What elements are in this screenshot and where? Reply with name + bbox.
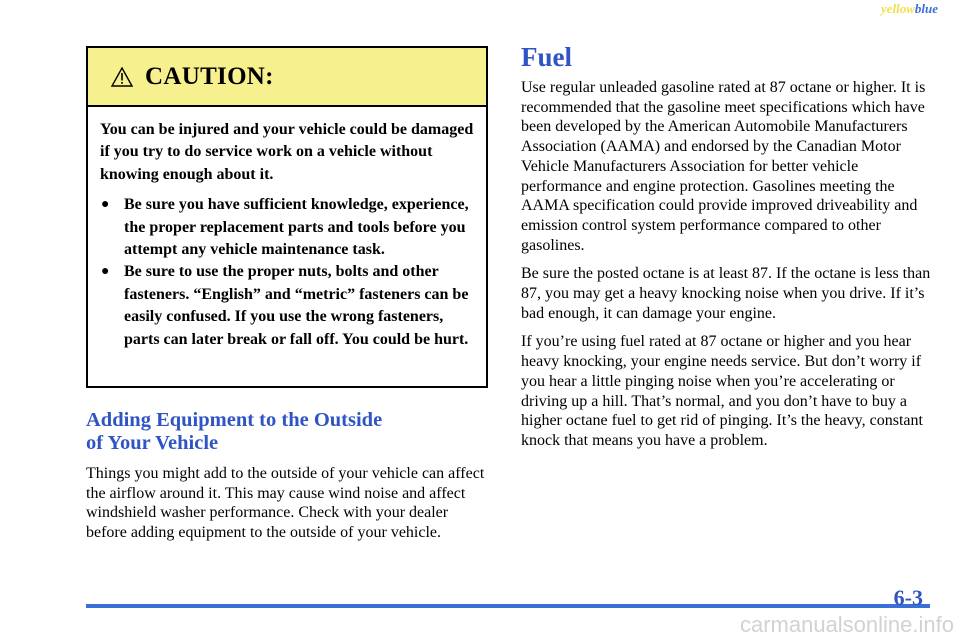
page-number: 6-3 (893, 585, 923, 610)
warning-triangle-icon (111, 67, 133, 87)
caution-item (100, 261, 476, 351)
fuel-paragraph: If you’re using fuel rated at 87 octane or higher and you hear heavy knocking, your engine needs service. But don’t worry if you hear a little pinging noise when you’re accelerating or driving up a hill. That’s normal, and you don’t have to buy a higher octane fuel to get rid of pinging. It’s the heavy, constant knock that means you have a problem. (521, 333, 923, 449)
corner-mark-blue: blue (914, 1, 938, 16)
caution-header (88, 48, 486, 107)
adding-equipment-paragraph: Things you might add to the outside of your vehicle can affect the airflow around it. This may cause wind noise and affect windshield washer performance. Check with your dealer before adding equipment to the outside of your vehicle. (86, 465, 485, 542)
watermark-text: carmanualsonline.info (739, 612, 954, 637)
caution-item (100, 194, 476, 261)
caution-item-text: Be sure to use the proper nuts, bolts and other fasteners. “English” and “metric” fasteners can be easily confused. If you use the wrong fasteners, parts can later break or fall off. You could be hurt. (124, 263, 469, 348)
caution-body (88, 107, 486, 351)
bullet-icon: ● (101, 264, 110, 280)
caution-box (86, 46, 488, 388)
section-title-line1: Adding Equipment to the Outside (86, 409, 383, 431)
section-title-adding-equipment (86, 409, 486, 455)
section-title-fuel: Fuel (521, 42, 572, 72)
fuel-paragraph: Use regular unleaded gasoline rated at 87 octane or higher. It is recommended that the gasoline meet specifications which have been developed by the American Automobile Manufacturers Association (AAMA) and endorsed by the Canadian Motor Vehicle Manufacturers Association for better vehicle performance and engine protection. Gasolines meeting the AAMA specification could provide improved driveability and emission control system performance compared to other gasolines. (521, 79, 926, 254)
corner-mark-yellow: yellow (880, 1, 915, 16)
caution-intro: You can be injured and your vehicle could be damaged if you try to do service work on a vehicle without knowing enough about it. (100, 121, 474, 183)
caution-item-text: Be sure you have sufficient knowledge, experience, the proper replacement parts and tools before you attempt any vehicle maintenance task. (124, 196, 469, 259)
caution-title: CAUTION: (145, 62, 274, 90)
caution-list (100, 194, 476, 351)
fuel-paragraph: Be sure the posted octane is at least 87. If the octane is less than 87, you may get a heavy knocking noise when you drive. If it’s bad enough, it can damage your engine. (521, 265, 931, 322)
section-title-line2: of Your Vehicle (86, 432, 219, 454)
fuel-section-body (521, 78, 931, 460)
footer-rule (86, 604, 930, 608)
corner-color-mark (881, 1, 938, 17)
bullet-icon: ● (101, 197, 110, 213)
